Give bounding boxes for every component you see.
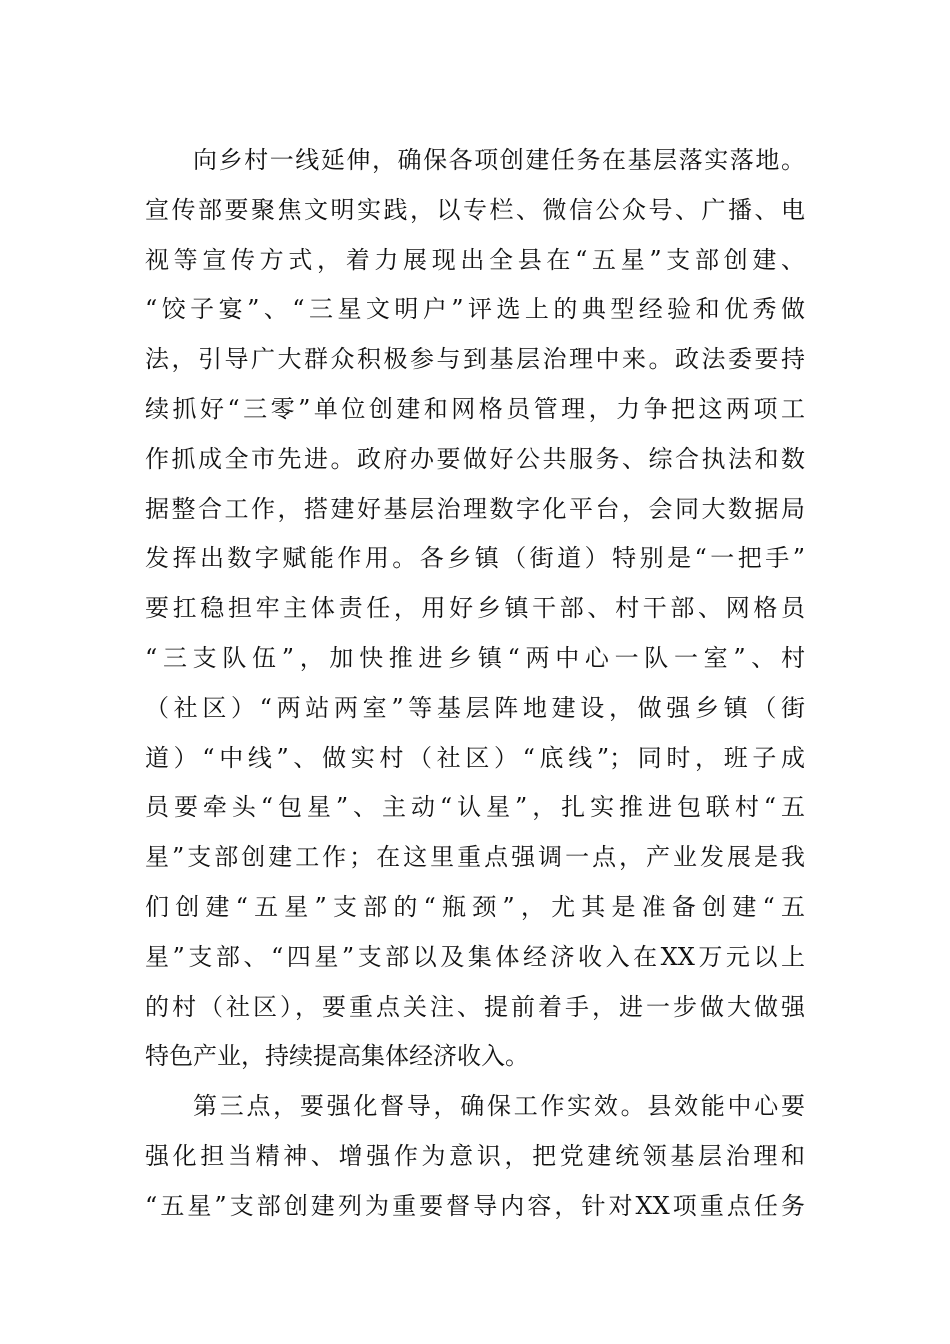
text-line: 要扛稳担牢主体责任，用好乡镇干部、村干部、网格员 bbox=[145, 594, 805, 623]
text-line: 的村（社区），要重点关注、提前着手，进一步做大做强 bbox=[145, 992, 805, 1021]
text-line: 向乡村一线延伸，确保各项创建任务在基层落实落地。 bbox=[193, 146, 805, 174]
text-line: 发挥出数字赋能作用。各乡镇（街道）特别是“一把手” bbox=[145, 544, 805, 573]
text-line: （社区）“两站两室”等基层阵地建设，做强乡镇（街 bbox=[145, 693, 805, 722]
text-line: 们创建“五星”支部的“瓶颈”，尤其是准备创建“五 bbox=[145, 892, 805, 921]
text-line: “三支队伍”，加快推进乡镇“两中心一队一室”、村 bbox=[145, 643, 805, 672]
text-line: 据整合工作，搭建好基层治理数字化平台，会同大数据局 bbox=[145, 494, 805, 523]
text-line: 法，引导广大群众积极参与到基层治理中来。政法委要持 bbox=[145, 345, 805, 374]
text-line: 第三点，要强化督导，确保工作实效。县效能中心要 bbox=[193, 1092, 805, 1121]
text-line: 宣传部要聚焦文明实践，以专栏、微信公众号、广播、电 bbox=[145, 195, 805, 224]
text-line: 员要牵头“包星”、主动“认星”，扎实推进包联村“五 bbox=[145, 793, 805, 822]
text-line: “五星”支部创建列为重要督导内容，针对XX项重点任务 bbox=[145, 1191, 805, 1220]
text-line: “饺子宴”、“三星文明户”评选上的典型经验和优秀做 bbox=[145, 295, 805, 324]
text-line: 星”支部、“四星”支部以及集体经济收入在XX万元以上 bbox=[145, 942, 805, 971]
text-line: 强化担当精神、增强作为意识，把党建统领基层治理和 bbox=[145, 1141, 805, 1170]
text-line: 道）“中线”、做实村（社区）“底线”；同时，班子成 bbox=[145, 743, 805, 772]
document-body bbox=[145, 136, 805, 1232]
text-line: 续抓好“三零”单位创建和网格员管理，力争把这两项工 bbox=[145, 394, 805, 423]
text-line: 星”支部创建工作；在这里重点强调一点，产业发展是我 bbox=[145, 843, 805, 872]
text-line: 特色产业，持续提高集体经济收入。 bbox=[145, 1042, 529, 1071]
text-line: 作抓成全市先进。政府办要做好公共服务、综合执法和数 bbox=[145, 444, 805, 473]
text-line: 视等宣传方式，着力展现出全县在“五星”支部创建、 bbox=[145, 245, 805, 274]
